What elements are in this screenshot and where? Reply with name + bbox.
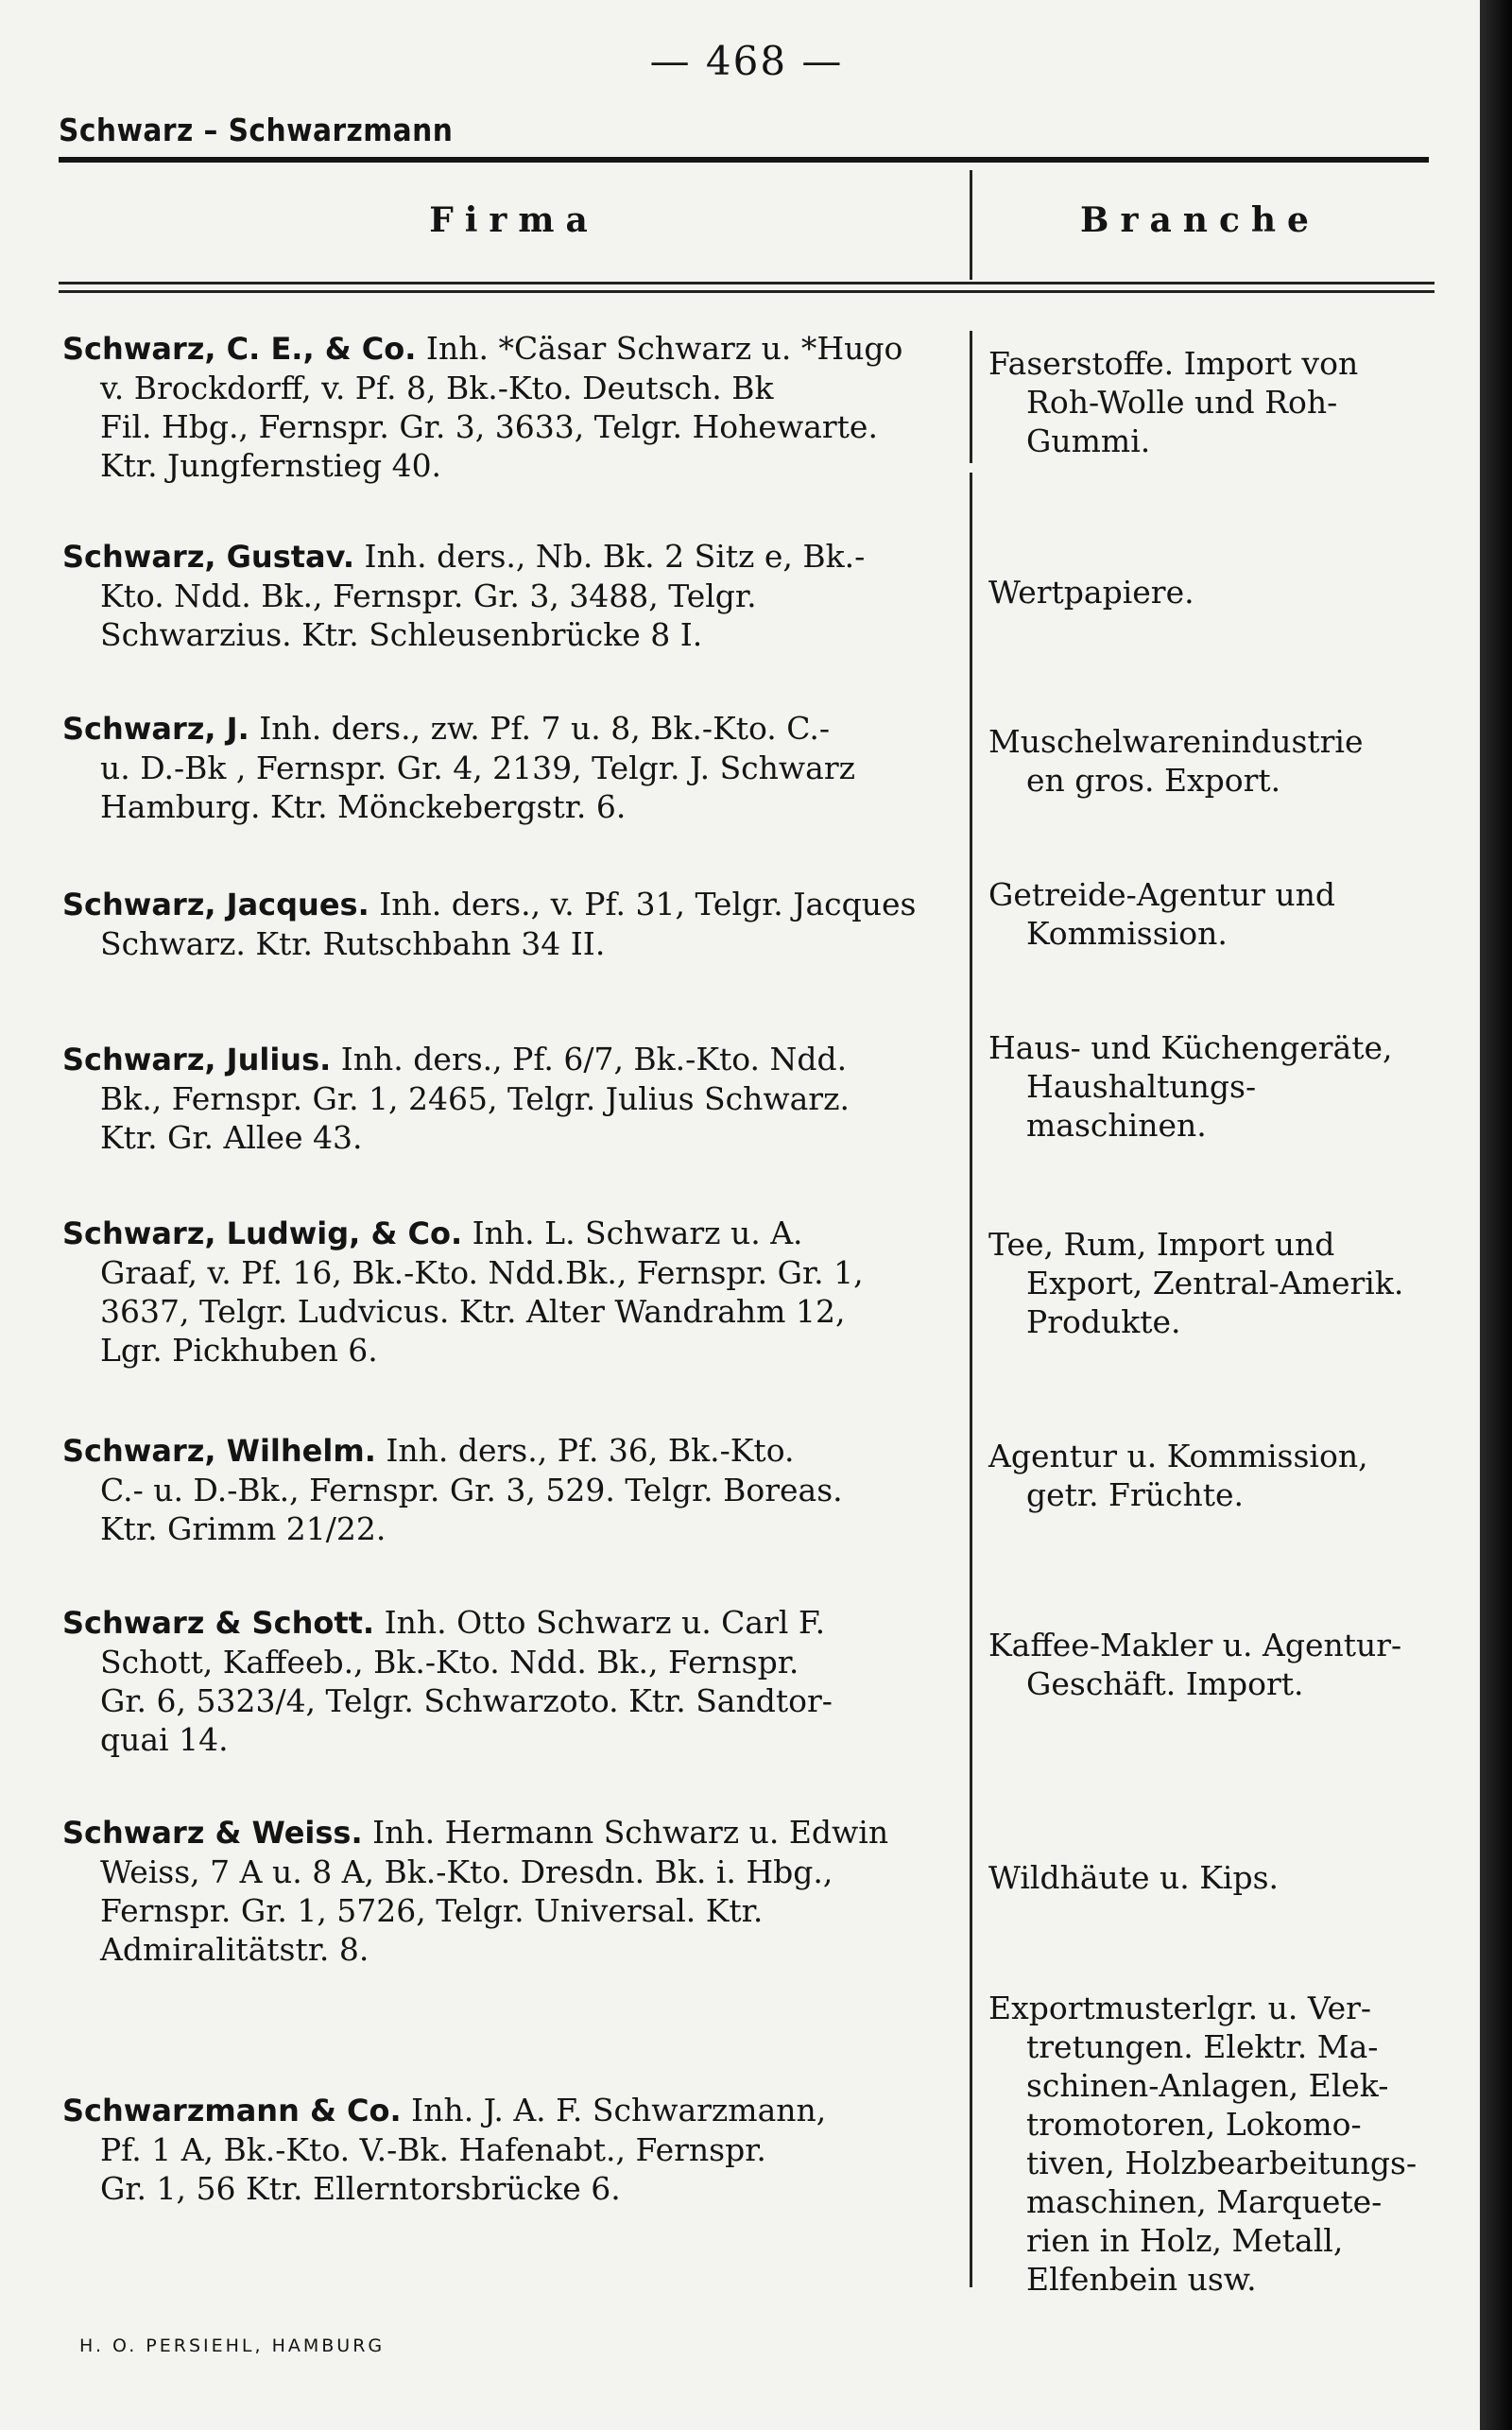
scan-edge <box>1480 0 1512 2430</box>
entry-name: Schwarz, Jacques. <box>62 887 369 922</box>
branche-schwarz-gustav: Wertpapiere. <box>988 574 1194 611</box>
page-number: — 468 — <box>649 38 844 84</box>
branche-schwarz-julius: Haus- und Küchengeräte, Haushaltungs- maschinen. <box>988 1029 1393 1144</box>
entry-name: Schwarz, C. E., & Co. <box>62 331 417 367</box>
entry-schwarz-schott: Schwarz & Schott. Inh. Otto Schwarz u. Carl F. Schott, Kaffeeb., Bk.-Kto. Ndd. Bk., Fernspr. Gr. 6, 5323/4, Telgr. Schwarzoto. Ktr. Sandtor- quai 14. <box>62 1604 833 1758</box>
entry-name: Schwarz, Wilhelm. <box>62 1433 376 1469</box>
branche-schwarz-ludwig-co: Tee, Rum, Import und Export, Zentral-Amerik. Produkte. <box>988 1226 1404 1340</box>
entry-schwarz-ce-co: Schwarz, C. E., & Co. Inh. *Cäsar Schwarz u. *Hugo v. Brockdorff, v. Pf. 8, Bk.-Kto. Deutsch. Bk Fil. Hbg., Fernspr. Gr. 3, 3633, Telgr. Hohewarte. Ktr. Jungfernstieg 40. <box>62 330 903 484</box>
column-divider-header <box>970 170 972 280</box>
column-divider-1 <box>970 331 972 463</box>
entry-schwarz-julius: Schwarz, Julius. Inh. ders., Pf. 6/7, Bk.-Kto. Ndd. Bk., Fernspr. Gr. 1, 2465, Telgr. Julius Schwarz. Ktr. Gr. Allee 43. <box>62 1041 850 1156</box>
running-head: Schwarz – Schwarzmann <box>59 112 454 148</box>
entry-schwarz-wilhelm: Schwarz, Wilhelm. Inh. ders., Pf. 36, Bk.-Kto. C.- u. D.-Bk., Fernspr. Gr. 3, 529. Telgr. Boreas. Ktr. Grimm 21/22. <box>62 1432 843 1547</box>
entry-name: Schwarz, J. <box>62 711 249 747</box>
branche-schwarz-weiss: Wildhäute u. Kips. <box>988 1859 1280 1896</box>
branche-schwarz-j: Muschelwarenindustrie en gros. Export. <box>988 723 1364 799</box>
branche-schwarz-wilhelm: Agentur u. Kommission, getr. Früchte. <box>988 1438 1368 1513</box>
column-header-branche: Branche <box>1080 200 1320 240</box>
branche-schwarzmann-co: Exportmusterlgr. u. Ver- tretungen. Elektr. Ma- schinen-Anlagen, Elek- tromotoren, Lokomo- tiven, Holzbearbeitungs- maschinen, Marquete- rien in Holz, Metall, Elfenbein usw. <box>988 1990 1418 2298</box>
entry-name: Schwarzmann & Co. <box>62 2093 402 2128</box>
entry-schwarz-weiss: Schwarz & Weiss. Inh. Hermann Schwarz u. Edwin Weiss, 7 A u. 8 A, Bk.-Kto. Dresdn. Bk. i. Hbg., Fernspr. Gr. 1, 5726, Telgr. Universal. Ktr. Admiralitätstr. 8. <box>62 1814 889 1968</box>
header-double-rule-top <box>59 282 1435 284</box>
entry-schwarz-jacques: Schwarz, Jacques. Inh. ders., v. Pf. 31, Telgr. Jacques Schwarz. Ktr. Rutschbahn 34 II. <box>62 886 917 962</box>
printer-imprint: H. O. PERSIEHL, HAMBURG <box>79 2335 386 2356</box>
column-header-firma: Firma <box>429 200 599 240</box>
entry-schwarz-gustav: Schwarz, Gustav. Inh. ders., Nb. Bk. 2 Sitz e, Bk.- Kto. Ndd. Bk., Fernspr. Gr. 3, 3488, Telgr. Schwarzius. Ktr. Schleusenbrücke 8 I. <box>62 538 866 653</box>
entry-schwarz-ludwig-co: Schwarz, Ludwig, & Co. Inh. L. Schwarz u. A. Graaf, v. Pf. 16, Bk.-Kto. Ndd.Bk., Fernspr. Gr. 1, 3637, Telgr. Ludvicus. Ktr. Alter Wandrahm 12, Lgr. Pickhuben 6. <box>62 1215 864 1369</box>
entry-name: Schwarz & Schott. <box>62 1605 375 1641</box>
column-divider-2 <box>970 473 972 2287</box>
entry-name: Schwarz & Weiss. <box>62 1815 363 1851</box>
entry-name: Schwarz, Ludwig, & Co. <box>62 1215 463 1251</box>
branche-schwarz-schott: Kaffee-Makler u. Agentur- Geschäft. Import. <box>988 1627 1402 1702</box>
branche-schwarz-jacques: Getreide-Agentur und Kommission. <box>988 876 1335 952</box>
entry-name: Schwarz, Julius. <box>62 1042 332 1077</box>
entry-schwarz-j: Schwarz, J. Inh. ders., zw. Pf. 7 u. 8, Bk.-Kto. C.- u. D.-Bk , Fernspr. Gr. 4, 2139, Telgr. J. Schwarz Hamburg. Ktr. Mönckebergstr. 6. <box>62 710 855 825</box>
header-rule <box>59 157 1429 163</box>
branche-schwarz-ce-co: Faserstoffe. Import von Roh-Wolle und Roh- Gummi. <box>988 345 1359 459</box>
entry-name: Schwarz, Gustav. <box>62 539 355 575</box>
header-double-rule-bottom <box>59 290 1435 293</box>
entry-schwarzmann-co: Schwarzmann & Co. Inh. J. A. F. Schwarzmann, Pf. 1 A, Bk.-Kto. V.-Bk. Hafenabt., Fernspr. Gr. 1, 56 Ktr. Ellerntorsbrücke 6. <box>62 2092 827 2207</box>
